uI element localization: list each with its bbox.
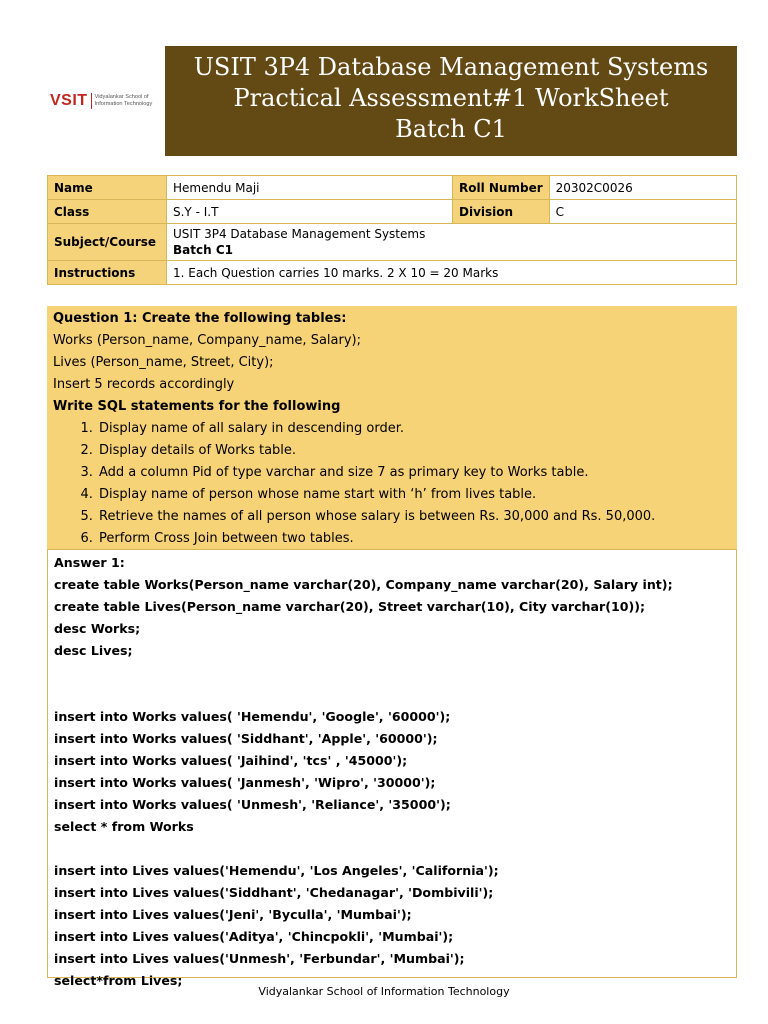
question-box [47, 306, 737, 549]
sql-line: insert into Works values( 'Jaihind', 'tcs' , '45000'); [54, 753, 408, 768]
subject-course: USIT 3P4 Database Management Systems [173, 227, 426, 241]
title-banner [165, 46, 737, 156]
blank-line [54, 662, 730, 684]
name-value: Hemendu Maji [167, 176, 453, 200]
sql-line: insert into Lives values('Aditya', 'Chincpokli', 'Mumbai'); [54, 929, 454, 944]
sql-line: insert into Lives values('Hemendu', 'Los Angeles', 'California'); [54, 863, 499, 878]
sql-line: desc Lives; [54, 643, 133, 658]
sql-line: select*from Lives; [54, 973, 183, 988]
banner-line-3: Batch C1 [395, 115, 507, 143]
roll-number-value: 20302C0026 [549, 176, 736, 200]
sql-line: insert into Works values( 'Siddhant', 'Apple', '60000'); [54, 731, 438, 746]
subject-batch: Batch C1 [173, 243, 233, 257]
question-line: Works (Person_name, Company_name, Salary); [53, 333, 361, 348]
info-row-instructions [48, 261, 737, 285]
info-row-subject [48, 224, 737, 261]
subject-label: Subject/Course [48, 224, 167, 261]
info-row-class [48, 200, 737, 224]
division-value: C [549, 200, 736, 224]
question-line: Lives (Person_name, Street, City); [53, 355, 274, 370]
answer-box [47, 549, 737, 988]
sql-line: insert into Lives values('Unmesh', 'Ferbundar', 'Mumbai'); [54, 951, 465, 966]
logo-subtitle: Vidyalankar School of Information Technology [94, 94, 153, 107]
instructions-value: 1. Each Question carries 10 marks. 2 X 10 = 20 Marks [167, 261, 737, 285]
question-item: 4. Display name of person whose name start with ‘h’ from lives table. [97, 484, 731, 506]
logo-divider [91, 93, 92, 109]
logo-mark: VSIT [50, 92, 88, 109]
question-item: 1. Display name of all salary in descending order. [97, 418, 731, 440]
question-item: 3. Add a column Pid of type varchar and size 7 as primary key to Works table. [97, 462, 731, 484]
sql-line: insert into Works values( 'Unmesh', 'Reliance', '35000'); [54, 797, 451, 812]
student-info-table [47, 175, 737, 285]
sql-line: insert into Lives values('Jeni', 'Byculla', 'Mumbai'); [54, 907, 412, 922]
info-row-name [48, 176, 737, 200]
page-footer: Vidyalankar School of Information Technology [258, 985, 510, 998]
class-value: S.Y - I.T [167, 200, 453, 224]
question-item: 5. Retrieve the names of all person whose salary is between Rs. 30,000 and Rs. 50,000. [97, 506, 731, 528]
sql-line: insert into Works values( 'Hemendu', 'Google', '60000'); [54, 709, 451, 724]
question-title: Question 1: Create the following tables: [53, 311, 347, 326]
instructions-label: Instructions [48, 261, 167, 285]
vsit-logo [50, 86, 162, 116]
sql-line: create table Lives(Person_name varchar(20), Street varchar(10), City varchar(10)); [54, 599, 646, 614]
class-label: Class [48, 200, 167, 224]
question-list [53, 418, 731, 550]
question-item: 6. Perform Cross Join between two tables. [97, 528, 731, 550]
subject-value [167, 224, 737, 261]
sql-line: insert into Lives values('Siddhant', 'Chedanagar', 'Dombivili'); [54, 885, 494, 900]
answer-title: Answer 1: [54, 555, 125, 570]
name-label: Name [48, 176, 167, 200]
blank-line [54, 684, 730, 706]
sql-line: select * from Works [54, 819, 194, 834]
blank-line [54, 838, 730, 860]
sql-line: insert into Works values( 'Janmesh', 'Wipro', '30000'); [54, 775, 436, 790]
sql-line: desc Works; [54, 621, 141, 636]
question-item: 2. Display details of Works table. [97, 440, 731, 462]
sql-line: create table Works(Person_name varchar(20), Company_name varchar(20), Salary int); [54, 577, 673, 592]
roll-number-label: Roll Number [453, 176, 550, 200]
banner-line-2: Practical Assessment#1 WorkSheet [233, 84, 669, 112]
division-label: Division [453, 200, 550, 224]
question-line: Insert 5 records accordingly [53, 377, 235, 392]
banner-line-1: USIT 3P4 Database Management Systems [193, 53, 709, 81]
question-subtitle: Write SQL statements for the following [53, 399, 341, 414]
